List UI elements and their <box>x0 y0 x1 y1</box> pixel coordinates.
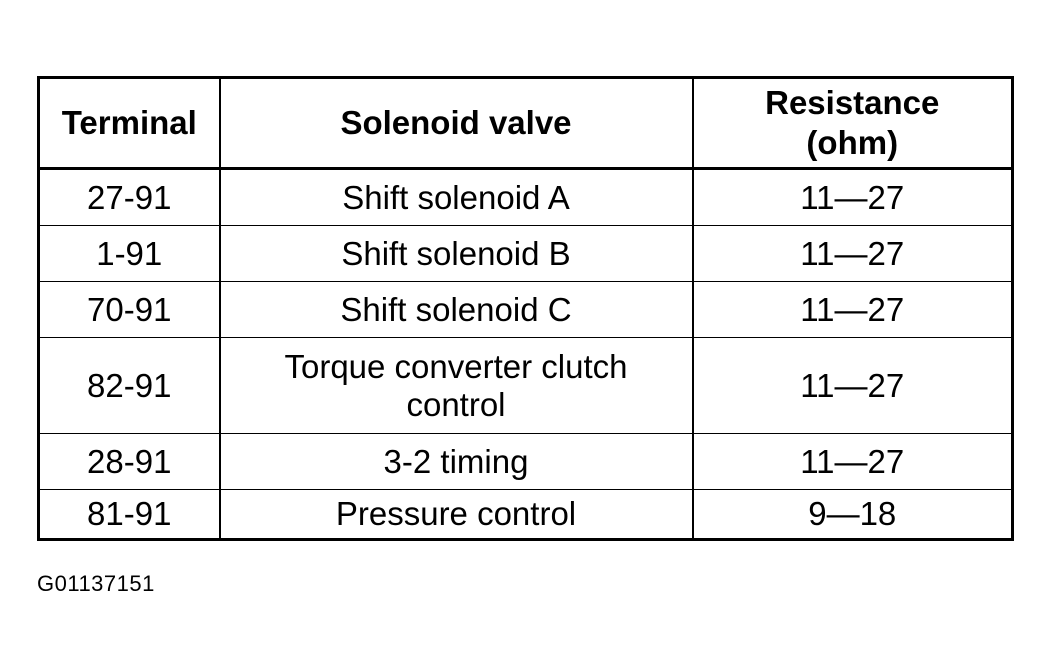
table-row <box>39 434 1013 490</box>
table-header-row <box>39 78 1013 169</box>
valve-cell: Shift solenoid A <box>220 169 693 226</box>
terminal-cell: 27-91 <box>39 169 220 226</box>
terminal-cell: 82-91 <box>39 338 220 434</box>
resistance-cell: 11—27 <box>693 169 1013 226</box>
header-solenoid-valve: Solenoid valve <box>220 78 693 169</box>
valve-cell: Shift solenoid C <box>220 282 693 338</box>
resistance-cell: 9—18 <box>693 490 1013 540</box>
table-row <box>39 226 1013 282</box>
valve-cell: Shift solenoid B <box>220 226 693 282</box>
terminal-cell: 1-91 <box>39 226 220 282</box>
valve-cell: Torque converter clutch control <box>220 338 693 434</box>
resistance-cell: 11—27 <box>693 282 1013 338</box>
table-row <box>39 282 1013 338</box>
header-terminal: Terminal <box>39 78 220 169</box>
valve-cell: 3-2 timing <box>220 434 693 490</box>
header-resistance: Resistance (ohm) <box>693 78 1013 169</box>
solenoid-resistance-table <box>37 76 1014 541</box>
terminal-cell: 70-91 <box>39 282 220 338</box>
resistance-cell: 11—27 <box>693 226 1013 282</box>
resistance-cell: 11—27 <box>693 434 1013 490</box>
resistance-cell: 11—27 <box>693 338 1013 434</box>
figure-id: G01137151 <box>37 571 155 596</box>
valve-cell: Pressure control <box>220 490 693 540</box>
terminal-cell: 81-91 <box>39 490 220 540</box>
table-row <box>39 169 1013 226</box>
table-row <box>39 490 1013 540</box>
table-row <box>39 338 1013 434</box>
terminal-cell: 28-91 <box>39 434 220 490</box>
